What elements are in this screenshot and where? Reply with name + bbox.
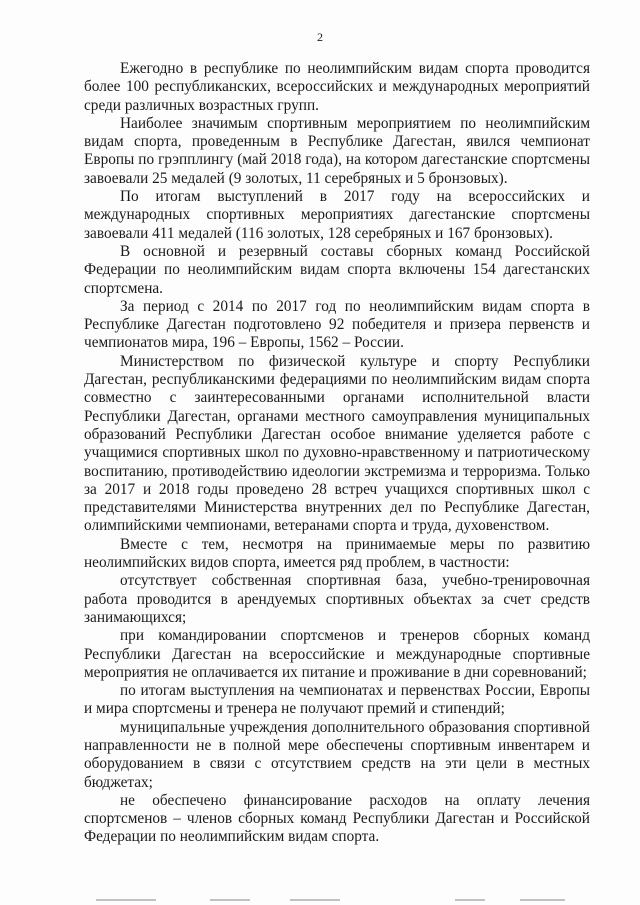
paragraph-problem-travel-costs: при командировании спортсменов и тренеров сборных команд Республики Дагестан на всероссийские и международные спортивные мероприятия не оплачивается их питание и проживание в дни соревнований; xyxy=(84,627,590,681)
scan-artifact-line xyxy=(96,899,156,901)
scan-artifact-line xyxy=(290,899,340,901)
page-number: 2 xyxy=(317,30,323,44)
paragraph-problem-sports-base: отсутствует собственная спортивная база, учебно-тренировочная работа проводится в арендуемых спортивных объектах за счет средств занимающихся; xyxy=(84,572,590,626)
scan-artifact-line xyxy=(455,899,485,901)
paragraph-problem-equipment: муниципальные учреждения дополнительного образования спортивной направленности не в полной мере обеспечены спортивным инвентарем и оборудованием в связи с отсутствием средств на эти цели в местных бюджетах; xyxy=(84,718,590,791)
scan-artifact-line xyxy=(210,899,250,901)
paragraph-grappling-championship: Наиболее значимым спортивным мероприятием по неолимпийским видам спорта, проведенным в Республике Дагестан, явился чемпионат Европы по грэпплингу (май 2018 года), на котором дагестанские спортсмены завоевали 25 медалей (9 золотых, 11 серебряных и 5 бронзовых). xyxy=(84,114,590,187)
paragraph-annual-events: Ежегодно в республике по неолимпийским видам спорта проводится более 100 республиканских, всероссийских и международных мероприятий среди различных возрастных групп. xyxy=(84,60,590,114)
paragraph-problem-bonuses: по итогам выступления на чемпионатах и первенствах России, Европы и мира спортсмены и тренера не получают премий и стипендий; xyxy=(84,682,590,718)
scan-artifact-line xyxy=(520,899,565,901)
paragraph-2017-results: По итогам выступлений в 2017 году на всероссийских и международных спортивных мероприятиях дагестанские спортсмены завоевали 411 медалей (116 золотых, 128 серебряных и 167 бронзовых). xyxy=(84,188,590,242)
paragraph-problems-intro: Вместе с тем, несмотря на принимаемые меры по развитию неолимпийских видов спорта, имеется ряд проблем, в частности: xyxy=(84,535,590,572)
paragraph-national-teams: В основной и резервный составы сборных команд Российской Федерации по неолимпийским видам спорта включены 154 дагестанских спортсмена. xyxy=(84,242,590,297)
document-body xyxy=(84,60,590,847)
paragraph-problem-treatment: не обеспечено финансирование расходов на оплату лечения спортсменов – членов сборных команд Республики Дагестан и Российской Федерации по неолимпийским видам спорта. xyxy=(84,791,590,846)
paragraph-ministry-work: Министерством по физической культуре и спорту Республики Дагестан, республиканскими федерациями по неолимпийским видам спорта совместно с заинтересованными органами исполнительной власти Республики Дагестан, органами местного самоуправления муниципальных образований Республики Дагестан особое внимание уделяется работе с учащимися спортивных школ по духовно-нравственному и патриотическому воспитанию, противодействию идеологии экстремизма и терроризма. Только за 2017 и 2018 годы проведено 28 встреч учащихся спортивных школ с представителями Министерства внутренних дел по Республике Дагестан, олимпийскими чемпионами, ветеранами спорта и труда, духовенством. xyxy=(84,352,590,535)
paragraph-2014-2017-winners: За период с 2014 по 2017 год по неолимпийским видам спорта в Республике Дагестан подготовлено 92 победителя и призера первенств и чемпионатов мира, 196 – Европы, 1562 – России. xyxy=(84,297,590,352)
